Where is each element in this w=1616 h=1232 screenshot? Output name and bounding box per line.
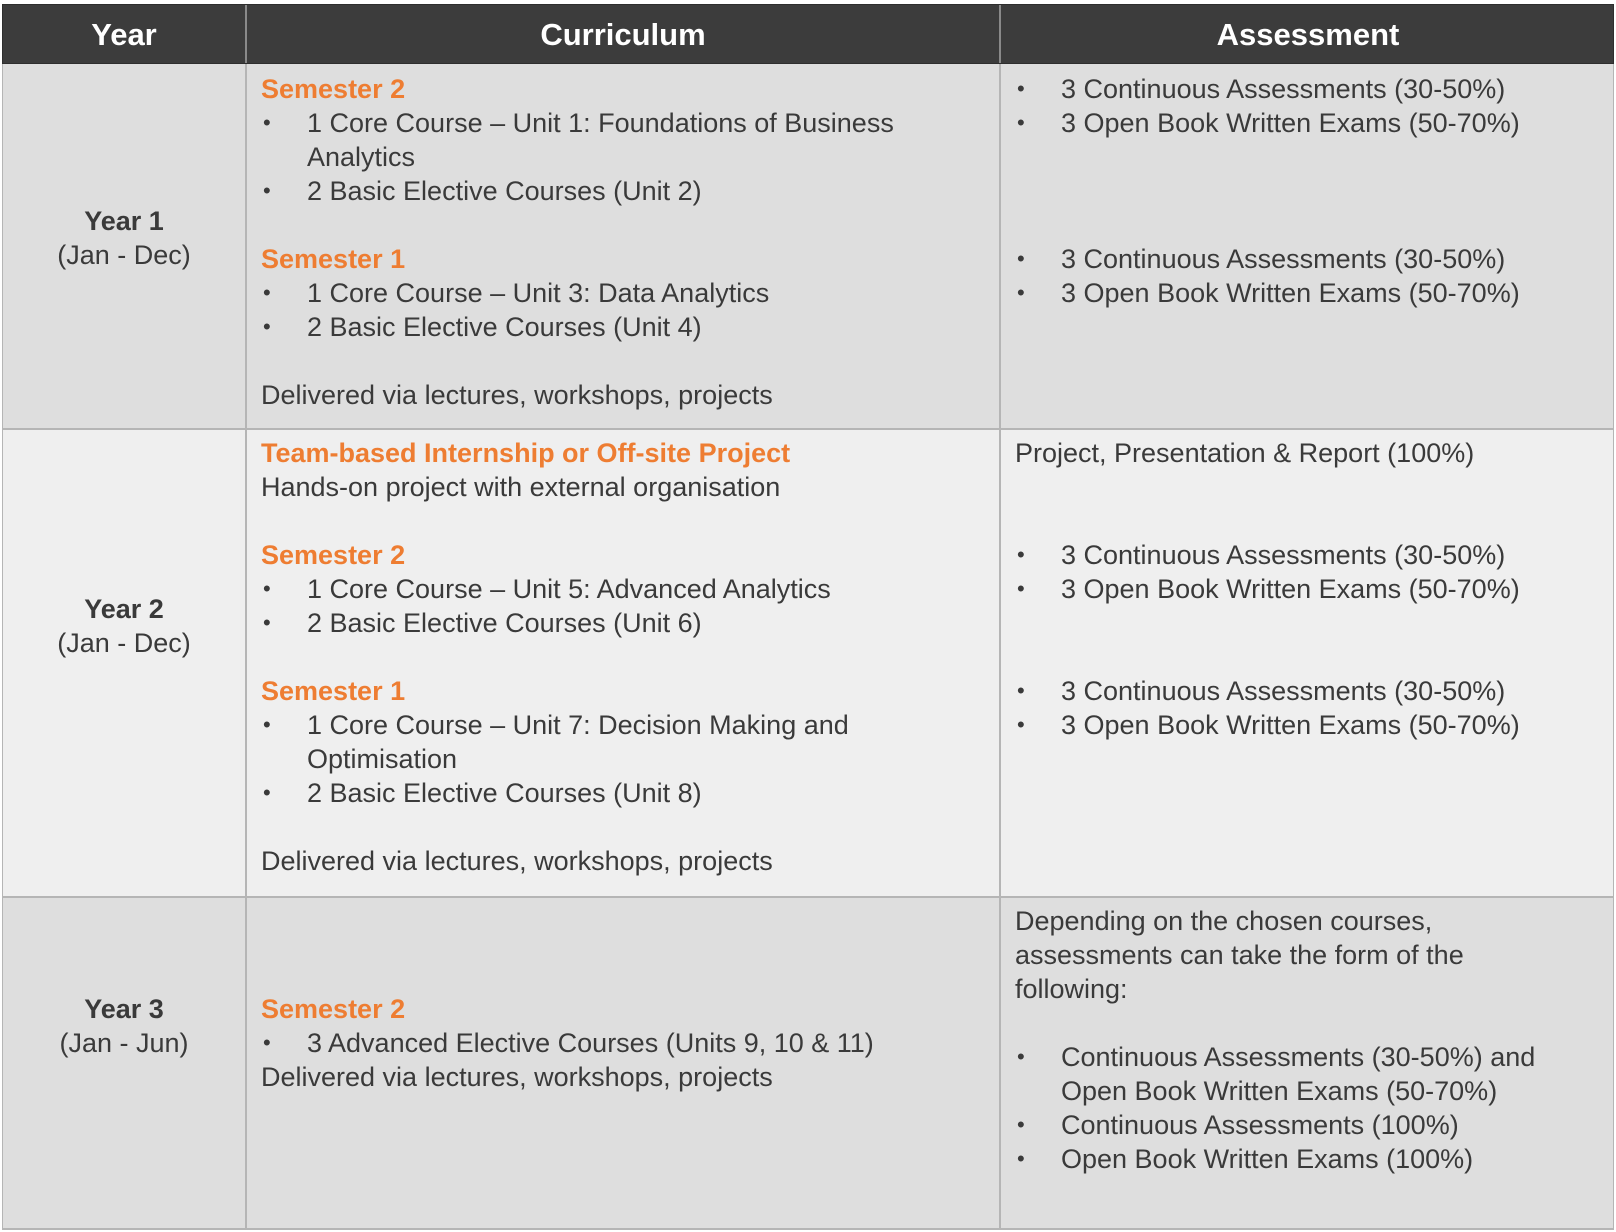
- curriculum-cell: [247, 430, 1001, 896]
- bullet: •: [1017, 542, 1025, 567]
- list-item: 1 Core Course – Unit 5: Advanced Analytics: [307, 574, 831, 604]
- list-item: 3 Continuous Assessments (30-50%): [1061, 540, 1506, 570]
- list-item: 2 Basic Elective Courses (Unit 2): [307, 176, 702, 206]
- year-label: [3, 204, 245, 272]
- assessment-intro: assessments can take the form of the: [1015, 940, 1464, 970]
- bullet: •: [1017, 76, 1025, 101]
- list-item: Continuous Assessments (30-50%) and: [1061, 1042, 1536, 1072]
- bullet: •: [1017, 1112, 1025, 1137]
- list-item-continued: Open Book Written Exams (50-70%): [1061, 1076, 1498, 1106]
- delivery-note: Delivered via lectures, workshops, projects: [261, 1062, 773, 1092]
- header-assessment: Assessment: [1216, 17, 1400, 52]
- bullet: •: [263, 712, 271, 737]
- assessment-intro: following:: [1015, 974, 1128, 1004]
- list-item: 3 Advanced Elective Courses (Units 9, 10 & 11): [307, 1028, 874, 1058]
- list-item-continued: Analytics: [307, 142, 416, 172]
- bullet: •: [263, 576, 271, 601]
- year-label: [3, 992, 245, 1060]
- semester-heading: Semester 1: [261, 244, 406, 274]
- table-row-year-3: [2, 898, 1614, 1230]
- year-label: [3, 592, 245, 660]
- list-item: 3 Continuous Assessments (30-50%): [1061, 244, 1506, 274]
- bullet: •: [1017, 110, 1025, 135]
- semester-heading: Semester 2: [261, 74, 406, 104]
- assessment-cell: [1001, 898, 1615, 1228]
- year-cell: [3, 64, 247, 428]
- curriculum-cell: [247, 64, 1001, 428]
- header-curriculum: Curriculum: [540, 17, 706, 52]
- list-item: 2 Basic Elective Courses (Unit 6): [307, 608, 702, 638]
- list-item: Open Book Written Exams (100%): [1061, 1144, 1474, 1174]
- assessment-intro: Depending on the chosen courses,: [1015, 906, 1433, 936]
- year-title: Year 2: [84, 594, 164, 624]
- bullet: •: [1017, 1044, 1025, 1069]
- header-year: Year: [91, 17, 157, 52]
- list-item: 1 Core Course – Unit 3: Data Analytics: [307, 278, 770, 308]
- bullet: •: [263, 314, 271, 339]
- year-range: (Jan - Dec): [57, 628, 191, 658]
- list-item: 3 Continuous Assessments (30-50%): [1061, 676, 1506, 706]
- bullet: •: [1017, 1146, 1025, 1171]
- list-item: 3 Continuous Assessments (30-50%): [1061, 74, 1506, 104]
- delivery-note: Delivered via lectures, workshops, projects: [261, 380, 773, 410]
- curriculum-table: [2, 4, 1614, 1230]
- delivery-note: Delivered via lectures, workshops, projects: [261, 846, 773, 876]
- year-title: Year 1: [84, 206, 164, 236]
- list-item-continued: Optimisation: [307, 744, 458, 774]
- table-header-row: [2, 4, 1614, 64]
- internship-heading: Team-based Internship or Off-site Project: [261, 438, 791, 468]
- list-item: 3 Open Book Written Exams (50-70%): [1061, 278, 1520, 308]
- bullet: •: [1017, 246, 1025, 271]
- year-range: (Jan - Jun): [59, 1028, 189, 1058]
- list-item: 2 Basic Elective Courses (Unit 8): [307, 778, 702, 808]
- semester-heading: Semester 2: [261, 994, 406, 1024]
- assessment-cell: [1001, 430, 1615, 896]
- year-cell: [3, 898, 247, 1228]
- list-item: 3 Open Book Written Exams (50-70%): [1061, 710, 1520, 740]
- table-row-year-2: [2, 430, 1614, 898]
- bullet: •: [263, 110, 271, 135]
- bullet: •: [1017, 576, 1025, 601]
- internship-description: Hands-on project with external organisation: [261, 472, 781, 502]
- table-row-year-1: [2, 64, 1614, 430]
- list-item: 3 Open Book Written Exams (50-70%): [1061, 108, 1520, 138]
- bullet: •: [1017, 678, 1025, 703]
- list-item: 2 Basic Elective Courses (Unit 4): [307, 312, 702, 342]
- header-cell-assessment: [1001, 5, 1615, 63]
- bullet: •: [263, 780, 271, 805]
- year-cell: [3, 430, 247, 896]
- bullet: •: [263, 610, 271, 635]
- list-item: 1 Core Course – Unit 7: Decision Making and: [307, 710, 849, 740]
- list-item: 3 Open Book Written Exams (50-70%): [1061, 574, 1520, 604]
- list-item: 1 Core Course – Unit 1: Foundations of Business: [307, 108, 894, 138]
- semester-heading: Semester 2: [261, 540, 406, 570]
- bullet: •: [263, 178, 271, 203]
- bullet: •: [1017, 280, 1025, 305]
- year-title: Year 3: [84, 994, 164, 1024]
- semester-heading: Semester 1: [261, 676, 406, 706]
- year-range: (Jan - Dec): [57, 240, 191, 270]
- header-cell-year: [3, 5, 247, 63]
- curriculum-cell: [247, 898, 1001, 1228]
- assessment-cell: [1001, 64, 1615, 428]
- bullet: •: [263, 280, 271, 305]
- bullet: •: [1017, 712, 1025, 737]
- bullet: •: [263, 1030, 271, 1055]
- list-item: Continuous Assessments (100%): [1061, 1110, 1459, 1140]
- header-cell-curriculum: [247, 5, 1001, 63]
- internship-assessment: Project, Presentation & Report (100%): [1015, 438, 1475, 468]
